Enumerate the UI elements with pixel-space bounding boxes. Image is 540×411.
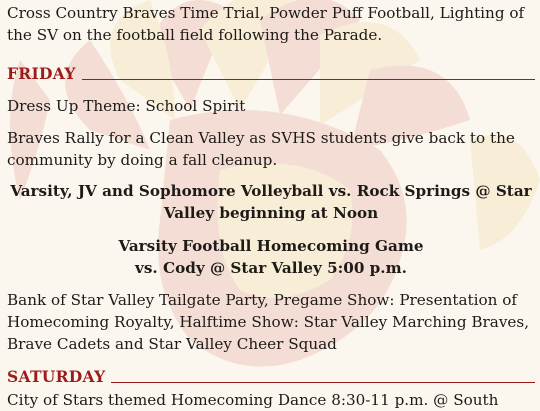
friday-heading-rule	[82, 79, 535, 80]
volleyball-announcement: Varsity, JV and Sophomore Volleyball vs. Rock Springs @ Star Valley beginning at Noon	[10, 182, 532, 222]
thursday-events-text: Cross Country Braves Time Trial, Powder Puff Football, Lighting of the SV on the football field following the Parade.	[7, 4, 525, 44]
friday-heading	[7, 63, 535, 85]
friday-heading-label: FRIDAY	[7, 64, 76, 83]
tailgate-party-text: Bank of Star Valley Tailgate Party, Pregame Show: Presentation of Homecoming Royalty, Halftime Show: Star Valley Marching Braves, Brave Cadets and Star Valley Cheer Squad	[7, 291, 530, 353]
dress-up-theme-text: Dress Up Theme: School Spirit	[7, 97, 246, 115]
saturday-heading-label: SATURDAY	[7, 367, 106, 386]
homecoming-dance-text: City of Stars themed Homecoming Dance 8:30-11 p.m. @ South	[7, 391, 499, 409]
saturday-heading-rule	[111, 382, 535, 383]
football-game-line-1: Varsity Football Homecoming Game	[118, 237, 424, 255]
football-game-line-2: vs. Cody @ Star Valley 5:00 p.m.	[135, 259, 407, 277]
braves-rally-text: Braves Rally for a Clean Valley as SVHS students give back to the community by doing a fall cleanup.	[7, 129, 515, 169]
saturday-heading	[7, 366, 535, 388]
